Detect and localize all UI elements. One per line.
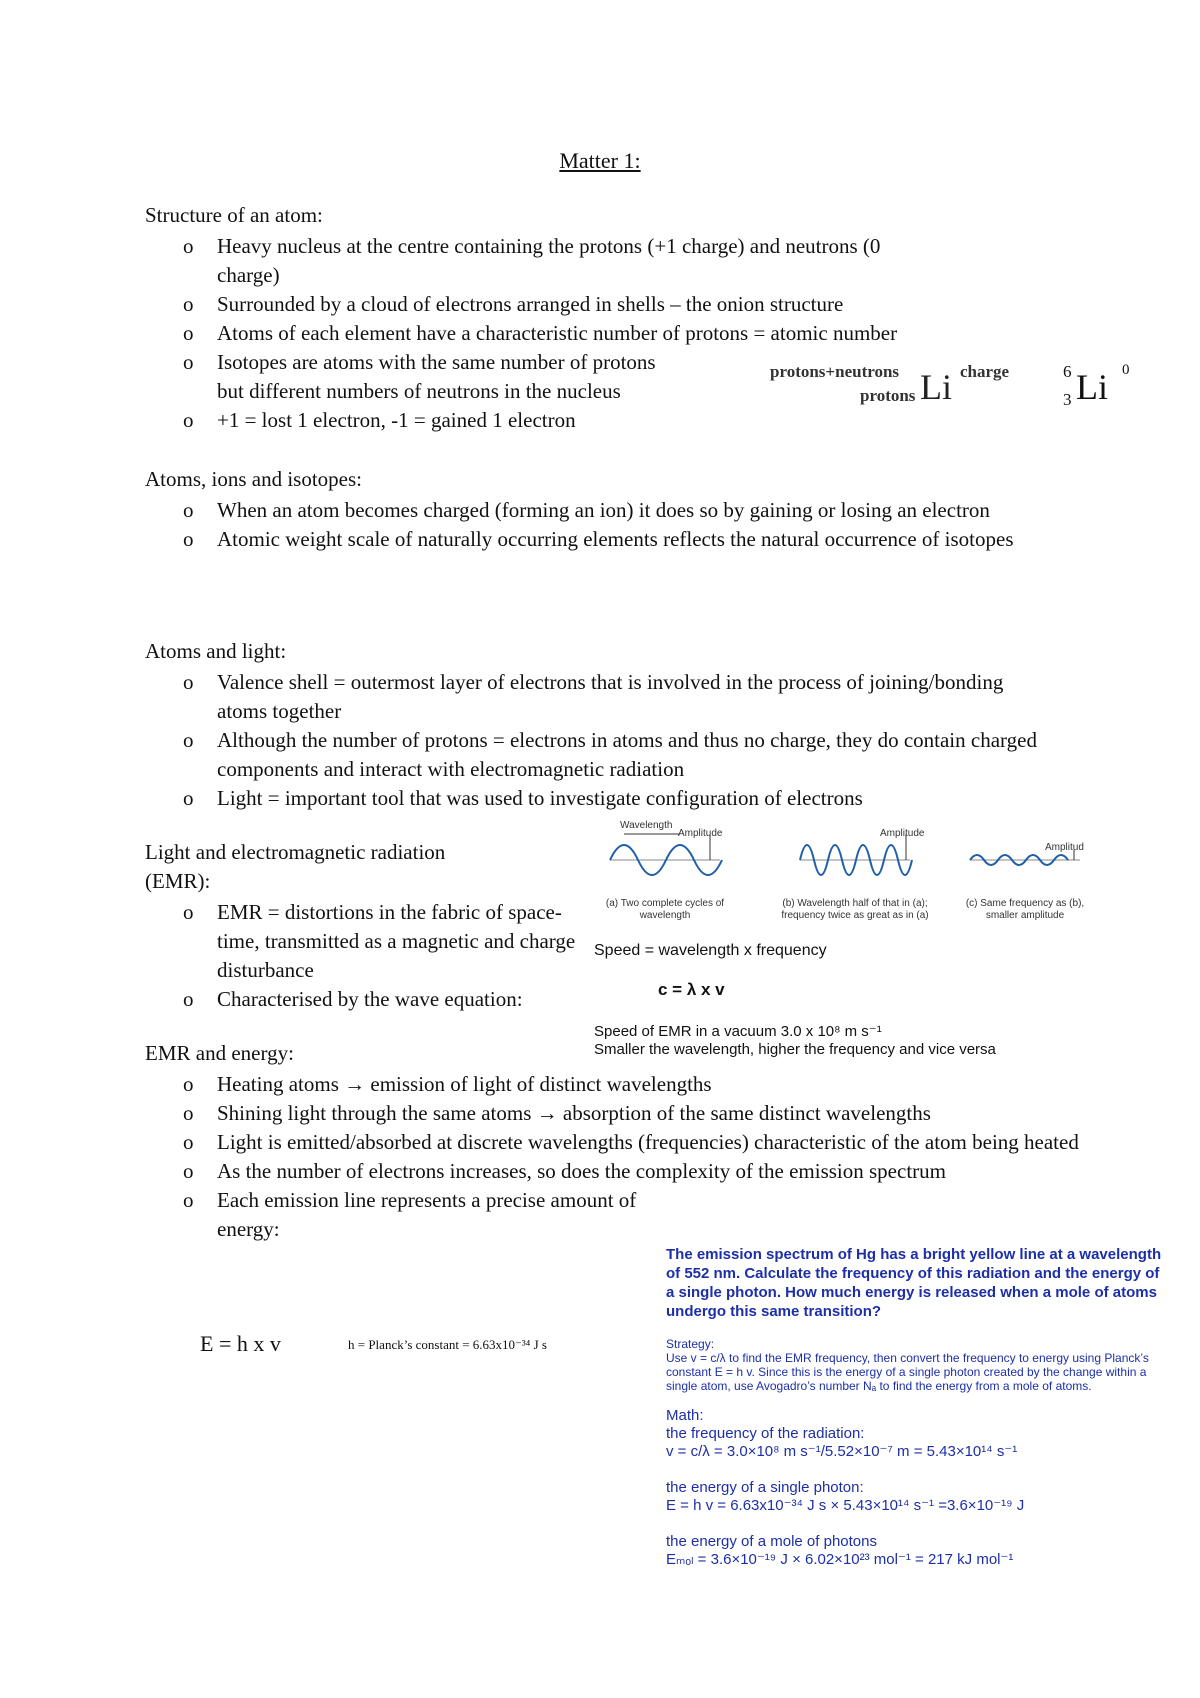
list-item: o Isotopes are atoms with the same number of protons but different numbers of neutrons in the nucleus <box>183 350 656 403</box>
amplitude-label-b: Amplitude <box>880 828 925 839</box>
atomic-number: 3 <box>1063 390 1072 409</box>
frequency-calculation: v = c/λ = 3.0×10⁸ m s⁻¹/5.52×10⁻⁷ m = 5.43×10¹⁴ s⁻¹ <box>666 1443 1018 1460</box>
list-item: o Valence shell = outermost layer of electrons that is involved in the process of joining/bonding atoms together <box>183 670 1004 723</box>
section-heading: Atoms, ions and isotopes: <box>145 467 363 491</box>
bullet-list <box>145 898 595 1014</box>
mass-number-label: protons+neutrons <box>770 362 900 381</box>
section-energy <box>145 1039 1079 1244</box>
section-light <box>145 637 1065 813</box>
math-label: Math: <box>666 1407 704 1424</box>
isotope-notation-figure <box>770 362 1150 412</box>
worked-example <box>666 1245 1166 1569</box>
vacuum-speed-text: Speed of EMR in a vacuum 3.0 x 10⁸ m s⁻¹ <box>594 1023 882 1040</box>
amplitude-label-a: Amplitude <box>678 828 723 839</box>
mole-energy-label: the energy of a mole of photons <box>666 1533 877 1550</box>
list-item: o As the number of electrons increases, so does the complexity of the emission spectrum <box>183 1159 946 1183</box>
wave-equation: c = λ x v <box>658 980 725 999</box>
list-item: o Each emission line represents a precise amount of energy: <box>183 1188 637 1241</box>
mole-energy-calculation: Eₘₒₗ = 3.6×10⁻¹⁹ J × 6.02×10²³ mol⁻¹ = 217 kJ mol⁻¹ <box>666 1551 1014 1568</box>
photon-energy-label: the energy of a single photon: <box>666 1479 864 1496</box>
section-ions <box>145 465 1065 554</box>
list-item: o Atomic weight scale of naturally occurring elements reflects the natural occurrence of isotopes <box>183 527 1014 551</box>
wavelength-label: Wavelength <box>620 820 673 831</box>
list-item: o Characterised by the wave equation: <box>183 987 523 1011</box>
inverse-relation-text: Smaller the wavelength, higher the frequency and vice versa <box>594 1041 996 1058</box>
mass-number: 6 <box>1063 362 1072 381</box>
element-symbol: Li <box>920 367 952 407</box>
speed-formula-text: Speed = wavelength x frequency <box>594 942 827 959</box>
list-item: o When an atom becomes charged (forming an ion) it does so by gaining or losing an electron <box>183 498 990 522</box>
example-question: The emission spectrum of Hg has a bright yellow line at a wavelength of 552 nm. Calculate the frequency of this radiation and the energy of a single photon. How much energy is released when a mole of atoms undergo this same transition? <box>666 1246 1162 1320</box>
photon-energy-calculation: E = h v = 6.63x10⁻³⁴ J s × 5.43×10¹⁴ s⁻¹ =3.6×10⁻¹⁹ J <box>666 1497 1025 1514</box>
caption-b: (b) Wavelength half of that in (a); frequency twice as great as in (a) <box>781 898 929 921</box>
caption-a: (a) Two complete cycles of wavelength <box>605 898 725 921</box>
strategy-text: Use v = c/λ to find the EMR frequency, then convert the frequency to energy using Planck’s constant E = h v. Since this is the energy of a single photon created by the change within a single atom, use Avogadro’s number Nₐ to find the energy from a mole of atoms. <box>666 1351 1149 1393</box>
section-heading: Atoms and light: <box>145 639 287 663</box>
wave-diagram-svg <box>580 820 1100 940</box>
list-item: o Surrounded by a cloud of electrons arranged in shells – the onion structure <box>183 292 844 316</box>
section-emr <box>145 838 595 1014</box>
list-item: o +1 = lost 1 electron, -1 = gained 1 electron <box>183 408 576 432</box>
example-symbol: Li <box>1076 367 1108 407</box>
planck-constant: h = Planck’s constant = 6.63x10⁻³⁴ J s <box>348 1337 547 1352</box>
charge-label: charge <box>960 362 1010 381</box>
list-item: o Light = important tool that was used to investigate configuration of electrons <box>183 786 863 810</box>
bullet-marker: o <box>183 234 194 258</box>
list-item: o Although the number of protons = electrons in atoms and thus no charge, they do contain charged components and interact with electromagnetic radiation <box>183 728 1037 781</box>
wave-diagram <box>580 820 1100 940</box>
bullet-list <box>145 496 1065 554</box>
frequency-label: the frequency of the radiation: <box>666 1425 865 1442</box>
page-title: Matter 1: <box>559 148 641 173</box>
caption-c: (c) Same frequency as (b), smaller amplitude <box>965 898 1085 921</box>
section-heading: Structure of an atom: <box>145 203 323 227</box>
list-item: o Atoms of each element have a characteristic number of protons = atomic number <box>183 321 898 345</box>
strategy-label: Strategy: <box>666 1337 715 1351</box>
list-item: o Heating atoms → emission of light of distinct wavelengths <box>183 1072 712 1096</box>
list-item: o Heavy nucleus at the centre containing the protons (+1 charge) and neutrons (0 charge) <box>183 234 881 287</box>
section-heading: EMR and energy: <box>145 1041 294 1065</box>
example-charge: 0 <box>1122 362 1130 378</box>
bullet-list <box>145 1070 1079 1244</box>
bullet-list <box>145 668 1065 813</box>
section-heading: Light and electromagnetic radiation (EMR): <box>145 840 446 893</box>
energy-formula: E = h x v <box>200 1331 281 1356</box>
list-item: o EMR = distortions in the fabric of space-time, transmitted as a magnetic and charge disturbance <box>183 900 576 982</box>
atomic-number-label: protons <box>860 386 916 405</box>
amplitude-label-c: Amplitud <box>1045 842 1084 853</box>
list-item: o Light is emitted/absorbed at discrete wavelengths (frequencies) characteristic of the atom being heated <box>183 1130 1079 1154</box>
list-item: o Shining light through the same atoms → absorption of the same distinct wavelengths <box>183 1101 931 1125</box>
